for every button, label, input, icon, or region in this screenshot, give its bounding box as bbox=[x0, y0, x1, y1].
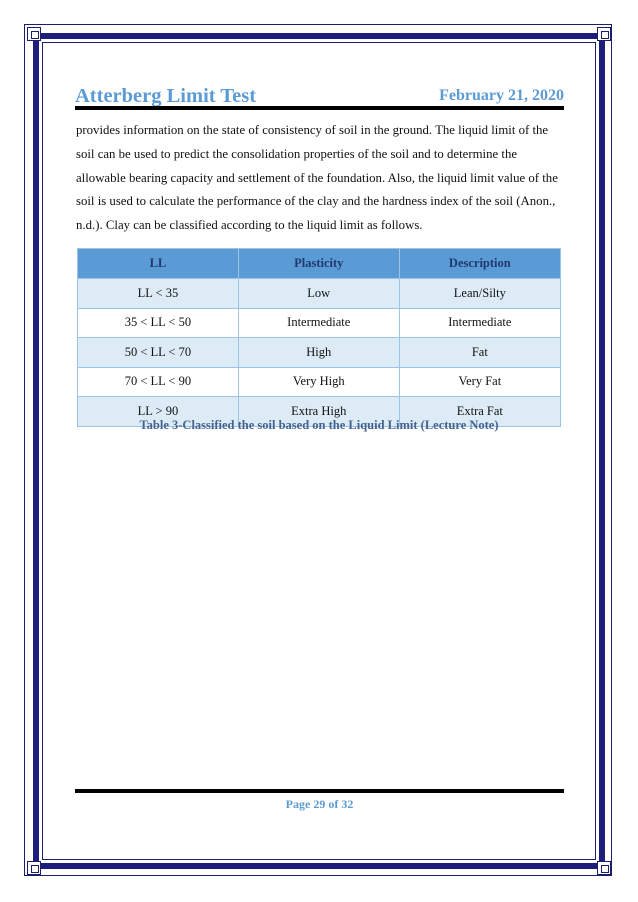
border-corner-ornament bbox=[597, 861, 611, 875]
border-corner-ornament bbox=[27, 27, 41, 41]
cell-plasticity: Extra High bbox=[238, 397, 399, 427]
column-header-ll: LL bbox=[78, 249, 239, 279]
header-divider bbox=[75, 106, 564, 110]
table-row bbox=[78, 338, 561, 368]
cell-ll: 70 < LL < 90 bbox=[78, 367, 239, 397]
border-corner-ornament bbox=[27, 861, 41, 875]
cell-description: Very Fat bbox=[399, 367, 560, 397]
table-row bbox=[78, 279, 561, 309]
page-number: Page 29 of 32 bbox=[285, 797, 354, 811]
footer-divider bbox=[75, 789, 564, 793]
cell-ll: 35 < LL < 50 bbox=[78, 308, 239, 338]
cell-ll: LL > 90 bbox=[78, 397, 239, 427]
cell-description: Lean/Silty bbox=[399, 279, 560, 309]
body-paragraph: provides information on the state of consistency of soil in the ground. The liquid limit of the soil can be used to predict the consolidation properties of the soil and to determine the allowable bearing capacity and settlement of the foundation. Also, the liquid limit value of the soil is used to calculate the performance of the clay and the hardness index of the soil (Anon., n.d.). Clay can be classified according to the liquid limit as follows. bbox=[76, 123, 558, 233]
cell-plasticity: Low bbox=[238, 279, 399, 309]
cell-plasticity: High bbox=[238, 338, 399, 368]
border-corner-ornament bbox=[597, 27, 611, 41]
cell-plasticity: Very High bbox=[238, 367, 399, 397]
cell-description: Intermediate bbox=[399, 308, 560, 338]
column-header-plasticity: Plasticity bbox=[238, 249, 399, 279]
document-date: February 21, 2020 bbox=[439, 87, 564, 104]
table-row bbox=[78, 308, 561, 338]
table-header-row bbox=[78, 249, 561, 279]
cell-ll: 50 < LL < 70 bbox=[78, 338, 239, 368]
column-header-description: Description bbox=[399, 249, 560, 279]
cell-description: Extra Fat bbox=[399, 397, 560, 427]
page-header bbox=[75, 76, 564, 106]
table-row bbox=[78, 367, 561, 397]
table-caption: Table 3-Classified the soil based on the Liquid Limit (Lecture Note) bbox=[139, 418, 499, 432]
cell-description: Fat bbox=[399, 338, 560, 368]
document-title: Atterberg Limit Test bbox=[75, 84, 257, 107]
cell-plasticity: Intermediate bbox=[238, 308, 399, 338]
liquid-limit-table bbox=[77, 248, 561, 427]
cell-ll: LL < 35 bbox=[78, 279, 239, 309]
